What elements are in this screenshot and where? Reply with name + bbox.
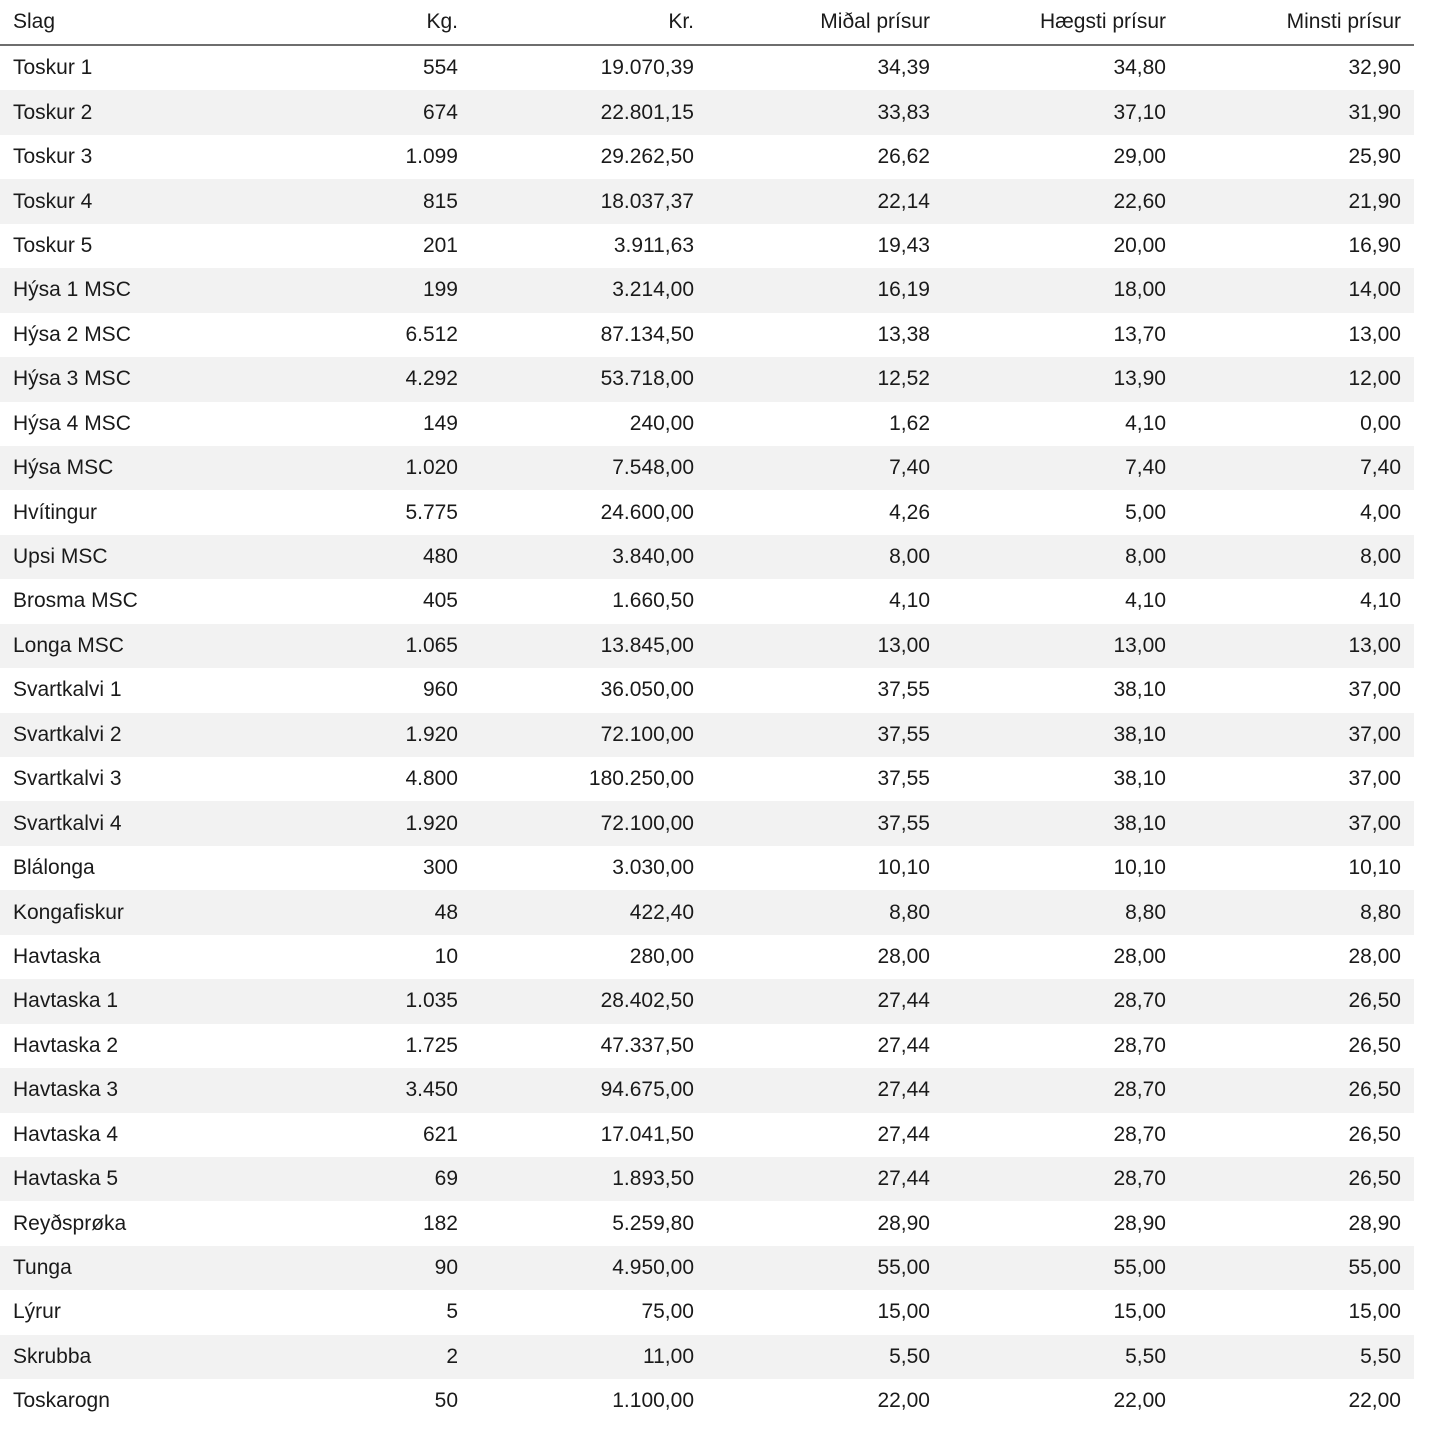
cell-highest-price: 38,10: [1113, 678, 1166, 702]
column-header-highest-price: Hægsti prísur: [943, 0, 1179, 45]
column-header-lowest-price: Minsti prísur: [1179, 0, 1414, 45]
cell-highest-price: 37,10: [943, 90, 1179, 134]
cell-highest-price: 28,00: [1113, 944, 1166, 968]
cell-highest-price: 13,70: [1113, 322, 1166, 346]
cell-average-price: 37,55: [707, 713, 943, 757]
cell-lowest-price: 28,90: [1348, 1211, 1401, 1235]
cell-average-price: 16,19: [707, 268, 943, 312]
cell-highest-price: 38,10: [1113, 767, 1166, 791]
cell-average-price: 27,44: [707, 979, 943, 1023]
cell-highest-price: 20,00: [1113, 233, 1166, 257]
cell-highest-price: 13,00: [943, 624, 1179, 668]
cell-kr: 75,00: [641, 1300, 694, 1324]
cell-kg: 5: [446, 1300, 458, 1324]
cell-highest-price: 28,70: [943, 979, 1179, 1023]
cell-slag: Svartkalvi 4: [0, 801, 240, 845]
cell-highest-price: 28,70: [943, 1068, 1179, 1112]
table-row: [0, 713, 1414, 757]
table-row: [0, 535, 1414, 579]
table-row: [0, 313, 1414, 357]
cell-average-price: 22,00: [877, 1389, 930, 1413]
cell-lowest-price: 14,00: [1179, 268, 1414, 312]
cell-kr: 7.548,00: [471, 446, 707, 490]
cell-kr: 18.037,37: [471, 179, 707, 223]
cell-average-price: 33,83: [707, 90, 943, 134]
cell-kr: 36.050,00: [600, 678, 694, 702]
cell-average-price: 37,55: [877, 678, 930, 702]
table-row: [0, 446, 1414, 490]
cell-lowest-price: 26,50: [1179, 1157, 1414, 1201]
table-row: [0, 890, 1414, 934]
cell-kg: 10: [434, 944, 458, 968]
cell-lowest-price: 26,50: [1179, 979, 1414, 1023]
cell-slag: Longa MSC: [0, 624, 240, 668]
table-row: [0, 1157, 1414, 1201]
cell-kg: 69: [240, 1157, 471, 1201]
cell-kg: 300: [422, 856, 458, 880]
cell-average-price: 13,38: [877, 322, 930, 346]
cell-kg: 1.099: [405, 145, 458, 169]
cell-kg: 5.775: [405, 500, 458, 524]
cell-average-price: 22,14: [707, 179, 943, 223]
cell-slag: Tunga: [0, 1246, 240, 1290]
cell-highest-price: 8,80: [943, 890, 1179, 934]
cell-average-price: 28,00: [877, 944, 930, 968]
cell-kg: 1.725: [405, 1033, 458, 1057]
cell-kg: 182: [422, 1211, 458, 1235]
cell-slag: Toskur 3: [13, 145, 93, 169]
cell-lowest-price: 7,40: [1179, 446, 1414, 490]
cell-average-price: 10,10: [877, 856, 930, 880]
column-header-kr: Kr.: [471, 0, 707, 45]
cell-kr: 180.250,00: [588, 767, 694, 791]
cell-slag: Havtaska 3: [0, 1068, 240, 1112]
cell-highest-price: 22,00: [1113, 1389, 1166, 1413]
cell-highest-price: 4,10: [1125, 589, 1166, 613]
cell-lowest-price: 0,00: [1360, 411, 1401, 435]
cell-kg: 201: [422, 233, 458, 257]
cell-average-price: 34,39: [877, 56, 930, 80]
cell-highest-price: 15,00: [1113, 1300, 1166, 1324]
cell-kr: 1.893,50: [471, 1157, 707, 1201]
cell-lowest-price: 32,90: [1348, 56, 1401, 80]
cell-highest-price: 55,00: [943, 1246, 1179, 1290]
cell-kr: 3.911,63: [613, 233, 694, 257]
cell-highest-price: 5,50: [943, 1335, 1179, 1379]
cell-kr: 3.840,00: [471, 535, 707, 579]
cell-kg: 1.035: [240, 979, 471, 1023]
cell-kr: 422,40: [471, 890, 707, 934]
cell-kg: 149: [422, 411, 458, 435]
cell-slag: Hýsa 3 MSC: [0, 357, 240, 401]
cell-kr: 13.845,00: [471, 624, 707, 668]
cell-kr: 53.718,00: [471, 357, 707, 401]
cell-highest-price: 29,00: [1113, 145, 1166, 169]
cell-lowest-price: 13,00: [1348, 322, 1401, 346]
cell-slag: Svartkalvi 2: [0, 713, 240, 757]
table-row: [0, 135, 1414, 179]
cell-average-price: 8,80: [707, 890, 943, 934]
cell-lowest-price: 37,00: [1348, 767, 1401, 791]
cell-kr: 24.600,00: [600, 500, 694, 524]
cell-lowest-price: 10,10: [1348, 856, 1401, 880]
cell-slag: Toskur 2: [0, 90, 240, 134]
cell-lowest-price: 16,90: [1348, 233, 1401, 257]
cell-lowest-price: 37,00: [1179, 713, 1414, 757]
table-row: [0, 357, 1414, 401]
table-row: [0, 1024, 1414, 1068]
cell-highest-price: 38,10: [943, 801, 1179, 845]
cell-kr: 22.801,15: [471, 90, 707, 134]
cell-lowest-price: 5,50: [1179, 1335, 1414, 1379]
cell-average-price: 55,00: [707, 1246, 943, 1290]
cell-highest-price: 34,80: [1113, 56, 1166, 80]
table-row: [0, 179, 1414, 223]
cell-kg: 2: [240, 1335, 471, 1379]
cell-highest-price: 28,70: [943, 1157, 1179, 1201]
cell-kr: 29.262,50: [600, 145, 694, 169]
table-row: [0, 579, 1414, 623]
cell-slag: Toskarogn: [13, 1389, 110, 1413]
cell-lowest-price: 4,10: [1360, 589, 1401, 613]
table-header: [0, 0, 1414, 45]
cell-slag: Skrubba: [0, 1335, 240, 1379]
cell-slag: Toskur 4: [0, 179, 240, 223]
cell-kg: 4.800: [405, 767, 458, 791]
cell-kr: 72.100,00: [471, 801, 707, 845]
cell-average-price: 12,52: [707, 357, 943, 401]
cell-lowest-price: 37,00: [1348, 678, 1401, 702]
cell-slag: Havtaska: [13, 944, 101, 968]
cell-lowest-price: 25,90: [1348, 145, 1401, 169]
cell-lowest-price: 15,00: [1348, 1300, 1401, 1324]
cell-kr: 1.100,00: [612, 1389, 694, 1413]
cell-average-price: 15,00: [877, 1300, 930, 1324]
table-row: [0, 1201, 1414, 1245]
cell-average-price: 7,40: [707, 446, 943, 490]
cell-average-price: 5,50: [707, 1335, 943, 1379]
cell-average-price: 26,62: [877, 145, 930, 169]
table-row: [0, 979, 1414, 1023]
cell-lowest-price: 22,00: [1348, 1389, 1401, 1413]
cell-lowest-price: 12,00: [1179, 357, 1414, 401]
cell-kr: 17.041,50: [600, 1122, 694, 1146]
cell-lowest-price: 8,00: [1179, 535, 1414, 579]
cell-slag: Blálonga: [13, 856, 95, 880]
cell-lowest-price: 8,80: [1179, 890, 1414, 934]
cell-kg: 674: [240, 90, 471, 134]
table-row: [0, 668, 1414, 712]
cell-lowest-price: 21,90: [1179, 179, 1414, 223]
cell-highest-price: 7,40: [943, 446, 1179, 490]
cell-highest-price: 38,10: [943, 713, 1179, 757]
cell-kr: 280,00: [629, 944, 694, 968]
cell-slag: Hýsa 1 MSC: [0, 268, 240, 312]
cell-highest-price: 4,10: [1125, 411, 1166, 435]
cell-slag: Havtaska 5: [0, 1157, 240, 1201]
table-row: [0, 1335, 1414, 1379]
cell-lowest-price: 4,00: [1360, 500, 1401, 524]
table-row: [0, 1246, 1414, 1290]
table-row: [0, 757, 1414, 801]
cell-lowest-price: 55,00: [1179, 1246, 1414, 1290]
cell-kg: 1.920: [240, 713, 471, 757]
cell-slag: Toskur 5: [13, 233, 93, 257]
cell-kg: 1.020: [240, 446, 471, 490]
cell-kr: 11,00: [471, 1335, 707, 1379]
cell-kr: 94.675,00: [471, 1068, 707, 1112]
cell-kr: 87.134,50: [600, 322, 694, 346]
cell-kr: 72.100,00: [471, 713, 707, 757]
cell-slag: Brosma MSC: [13, 589, 138, 613]
table-row: [0, 935, 1414, 979]
cell-slag: Hýsa 2 MSC: [13, 322, 131, 346]
cell-kr: 3.030,00: [612, 856, 694, 880]
cell-highest-price: 28,70: [1113, 1122, 1166, 1146]
cell-kr: 3.214,00: [471, 268, 707, 312]
cell-kg: 1.065: [240, 624, 471, 668]
cell-average-price: 27,44: [877, 1033, 930, 1057]
cell-kg: 90: [240, 1246, 471, 1290]
table-row: [0, 1290, 1414, 1334]
cell-slag: Hýsa MSC: [0, 446, 240, 490]
cell-average-price: 27,44: [707, 1157, 943, 1201]
cell-kg: 6.512: [405, 322, 458, 346]
table-row: [0, 490, 1414, 534]
cell-slag: Svartkalvi 1: [13, 678, 122, 702]
cell-kr: 28.402,50: [471, 979, 707, 1023]
cell-kg: 554: [422, 56, 458, 80]
table-row: [0, 45, 1414, 90]
cell-highest-price: 18,00: [943, 268, 1179, 312]
cell-kg: 621: [422, 1122, 458, 1146]
table-body: [0, 45, 1414, 1424]
cell-average-price: 19,43: [877, 233, 930, 257]
cell-lowest-price: 31,90: [1179, 90, 1414, 134]
column-header-kg: Kg.: [240, 0, 471, 45]
header-row: [0, 0, 1414, 45]
cell-lowest-price: 37,00: [1179, 801, 1414, 845]
cell-average-price: 27,44: [707, 1068, 943, 1112]
table-row: [0, 1113, 1414, 1157]
table-row: [0, 402, 1414, 446]
cell-slag: Kongafiskur: [0, 890, 240, 934]
cell-kr: 4.950,00: [471, 1246, 707, 1290]
table-row: [0, 1068, 1414, 1112]
cell-average-price: 37,55: [707, 801, 943, 845]
cell-slag: Hvítingur: [13, 500, 98, 524]
cell-average-price: 4,26: [889, 500, 930, 524]
cell-kr: 47.337,50: [600, 1033, 694, 1057]
cell-highest-price: 13,90: [943, 357, 1179, 401]
cell-slag: Hýsa 4 MSC: [13, 411, 131, 435]
cell-lowest-price: 28,00: [1348, 944, 1401, 968]
cell-average-price: 28,90: [877, 1211, 930, 1235]
cell-average-price: 4,10: [889, 589, 930, 613]
table-row: [0, 846, 1414, 890]
cell-kg: 3.450: [240, 1068, 471, 1112]
cell-slag: Toskur 1: [13, 56, 93, 80]
cell-kg: 1.920: [240, 801, 471, 845]
table-row: [0, 224, 1414, 268]
cell-slag: Havtaska 1: [0, 979, 240, 1023]
cell-kg: 480: [240, 535, 471, 579]
cell-slag: Lýrur: [13, 1300, 61, 1324]
table-row: [0, 624, 1414, 668]
cell-slag: Havtaska 4: [13, 1122, 119, 1146]
cell-lowest-price: 13,00: [1179, 624, 1414, 668]
cell-slag: Reyðsprøka: [13, 1211, 127, 1235]
cell-highest-price: 28,70: [1113, 1033, 1166, 1057]
cell-highest-price: 28,90: [1113, 1211, 1166, 1235]
cell-lowest-price: 26,50: [1348, 1122, 1401, 1146]
cell-average-price: 1,62: [889, 411, 930, 435]
cell-kr: 5.259,80: [612, 1211, 694, 1235]
column-header-average-price: Miðal prísur: [707, 0, 943, 45]
cell-kg: 960: [422, 678, 458, 702]
cell-kr: 240,00: [629, 411, 694, 435]
cell-highest-price: 10,10: [1113, 856, 1166, 880]
table-row: [0, 90, 1414, 134]
cell-average-price: 27,44: [877, 1122, 930, 1146]
cell-average-price: 8,00: [707, 535, 943, 579]
table-row: [0, 1379, 1414, 1423]
cell-kg: 4.292: [240, 357, 471, 401]
cell-kg: 199: [240, 268, 471, 312]
cell-slag: Havtaska 2: [13, 1033, 119, 1057]
table-row: [0, 801, 1414, 845]
cell-kg: 50: [434, 1389, 458, 1413]
cell-kg: 48: [240, 890, 471, 934]
cell-slag: Svartkalvi 3: [13, 767, 122, 791]
table-row: [0, 268, 1414, 312]
cell-slag: Upsi MSC: [0, 535, 240, 579]
cell-kr: 1.660,50: [612, 589, 694, 613]
cell-highest-price: 8,00: [943, 535, 1179, 579]
cell-kr: 19.070,39: [600, 56, 694, 80]
cell-kg: 815: [240, 179, 471, 223]
column-header-slag: Slag: [0, 0, 240, 45]
cell-lowest-price: 26,50: [1179, 1068, 1414, 1112]
cell-lowest-price: 26,50: [1348, 1033, 1401, 1057]
cell-highest-price: 5,00: [1125, 500, 1166, 524]
cell-average-price: 13,00: [707, 624, 943, 668]
cell-kg: 405: [422, 589, 458, 613]
cell-highest-price: 22,60: [943, 179, 1179, 223]
cell-average-price: 37,55: [877, 767, 930, 791]
